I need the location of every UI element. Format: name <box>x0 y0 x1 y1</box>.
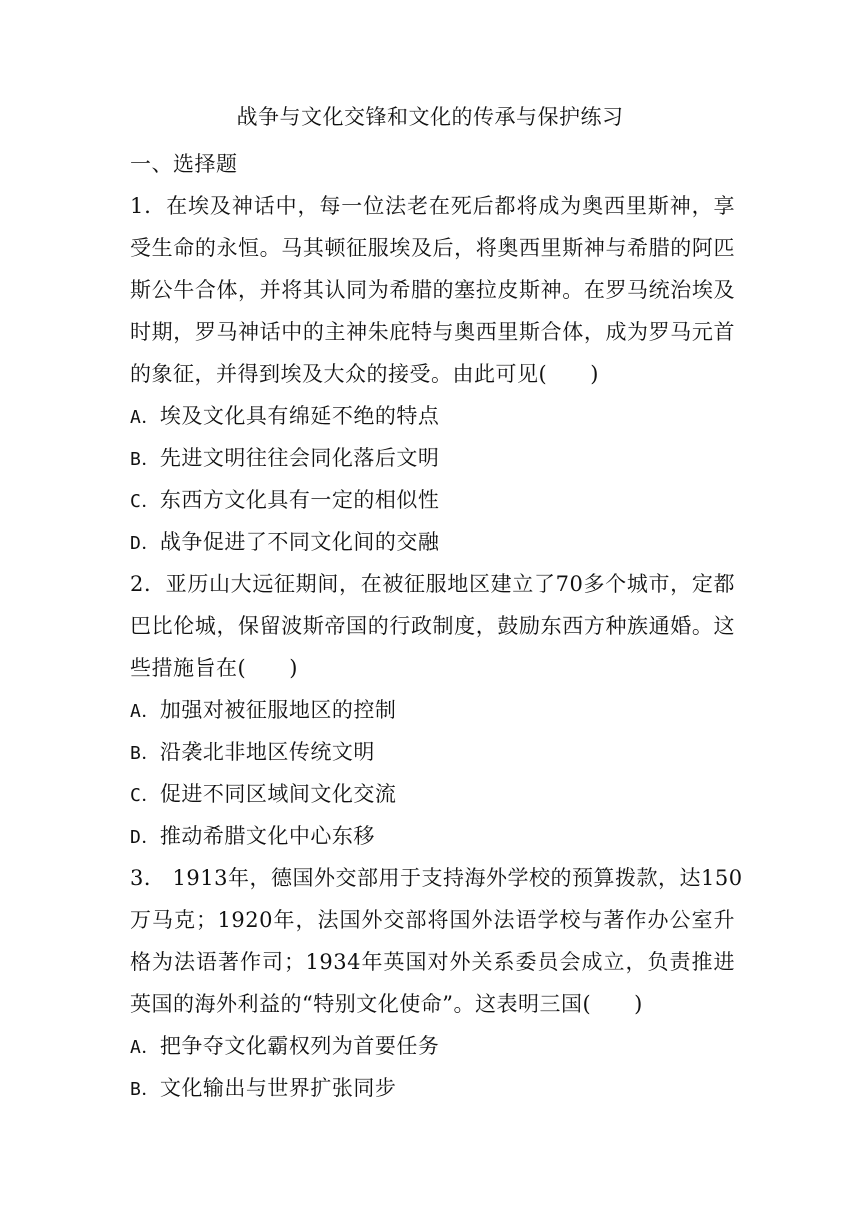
stem-line: 1．在埃及神话中，每一位法老在死后都将成为奥西里斯神，享 <box>130 194 735 218</box>
question-3 <box>130 857 743 1109</box>
option-text: 加强对被征服地区的控制 <box>159 698 397 722</box>
document-body <box>130 143 743 1109</box>
option-b[interactable] <box>130 731 735 773</box>
option-text: 文化输出与世界扩张同步 <box>159 1076 397 1100</box>
option-text: 先进文明往往会同化落后文明 <box>159 446 440 470</box>
option-letter: A． <box>130 407 160 428</box>
option-text: 促进不同区域间文化交流 <box>159 782 397 806</box>
option-letter: A． <box>130 1037 160 1058</box>
stem-line: 受生命的永恒。马其顿征服埃及后，将奥西里斯神与希腊的阿匹 <box>130 236 735 260</box>
option-a[interactable] <box>130 689 735 731</box>
question-2 <box>130 563 735 857</box>
stem-line: 时期，罗马神话中的主神朱庇特与奥西里斯合体，成为罗马元首 <box>130 320 735 344</box>
stem-line: 巴比伦城，保留波斯帝国的行政制度，鼓励东西方种族通婚。这 <box>130 614 735 638</box>
question-stem <box>130 185 735 395</box>
option-letter: C． <box>130 491 160 512</box>
option-a[interactable] <box>130 1025 735 1067</box>
option-text: 推动希腊文化中心东移 <box>159 824 375 848</box>
stem-line: 2．亚历山大远征期间，在被征服地区建立了70多个城市，定都 <box>130 572 735 596</box>
option-text: 战争促进了不同文化间的交融 <box>159 530 440 554</box>
stem-line: 的象征，并得到埃及大众的接受。由此可见( ) <box>130 362 599 386</box>
question-1 <box>130 185 735 563</box>
question-stem <box>130 563 735 689</box>
option-text: 埃及文化具有绵延不绝的特点 <box>159 404 440 428</box>
stem-line: 格为法语著作司；1934年英国对外关系委员会成立，负责推进 <box>130 950 735 974</box>
option-d[interactable] <box>130 521 735 563</box>
option-letter: D． <box>130 827 160 848</box>
option-a[interactable] <box>130 395 735 437</box>
option-b[interactable] <box>130 437 735 479</box>
stem-line: 万马克；1920年，法国外交部将国外法语学校与著作办公室升 <box>130 908 735 932</box>
option-text: 把争夺文化霸权列为首要任务 <box>159 1034 440 1058</box>
option-letter: B． <box>130 449 160 470</box>
option-letter: B． <box>130 1079 160 1100</box>
stem-line: 3． 1913年，德国外交部用于支持海外学校的预算拨款，达150 <box>130 866 743 890</box>
option-letter: A． <box>130 701 160 722</box>
option-text: 沿袭北非地区传统文明 <box>159 740 375 764</box>
option-c[interactable] <box>130 773 735 815</box>
option-letter: C． <box>130 785 160 806</box>
document-title: 战争与文化交锋和文化的传承与保护练习 <box>236 105 624 129</box>
option-text: 东西方文化具有一定的相似性 <box>159 488 440 512</box>
section-heading: 一、选择题 <box>130 152 238 176</box>
question-stem <box>130 857 743 1025</box>
option-c[interactable] <box>130 479 735 521</box>
stem-line: 些措施旨在( ) <box>130 656 298 680</box>
option-b[interactable] <box>130 1067 735 1109</box>
option-d[interactable] <box>130 815 735 857</box>
stem-line: 斯公牛合体，并将其认同为希腊的塞拉皮斯神。在罗马统治埃及 <box>130 278 735 302</box>
option-letter: D． <box>130 533 160 554</box>
option-letter: B． <box>130 743 160 764</box>
stem-line: 英国的海外利益的“特别文化使命”。这表明三国( ) <box>130 992 643 1016</box>
